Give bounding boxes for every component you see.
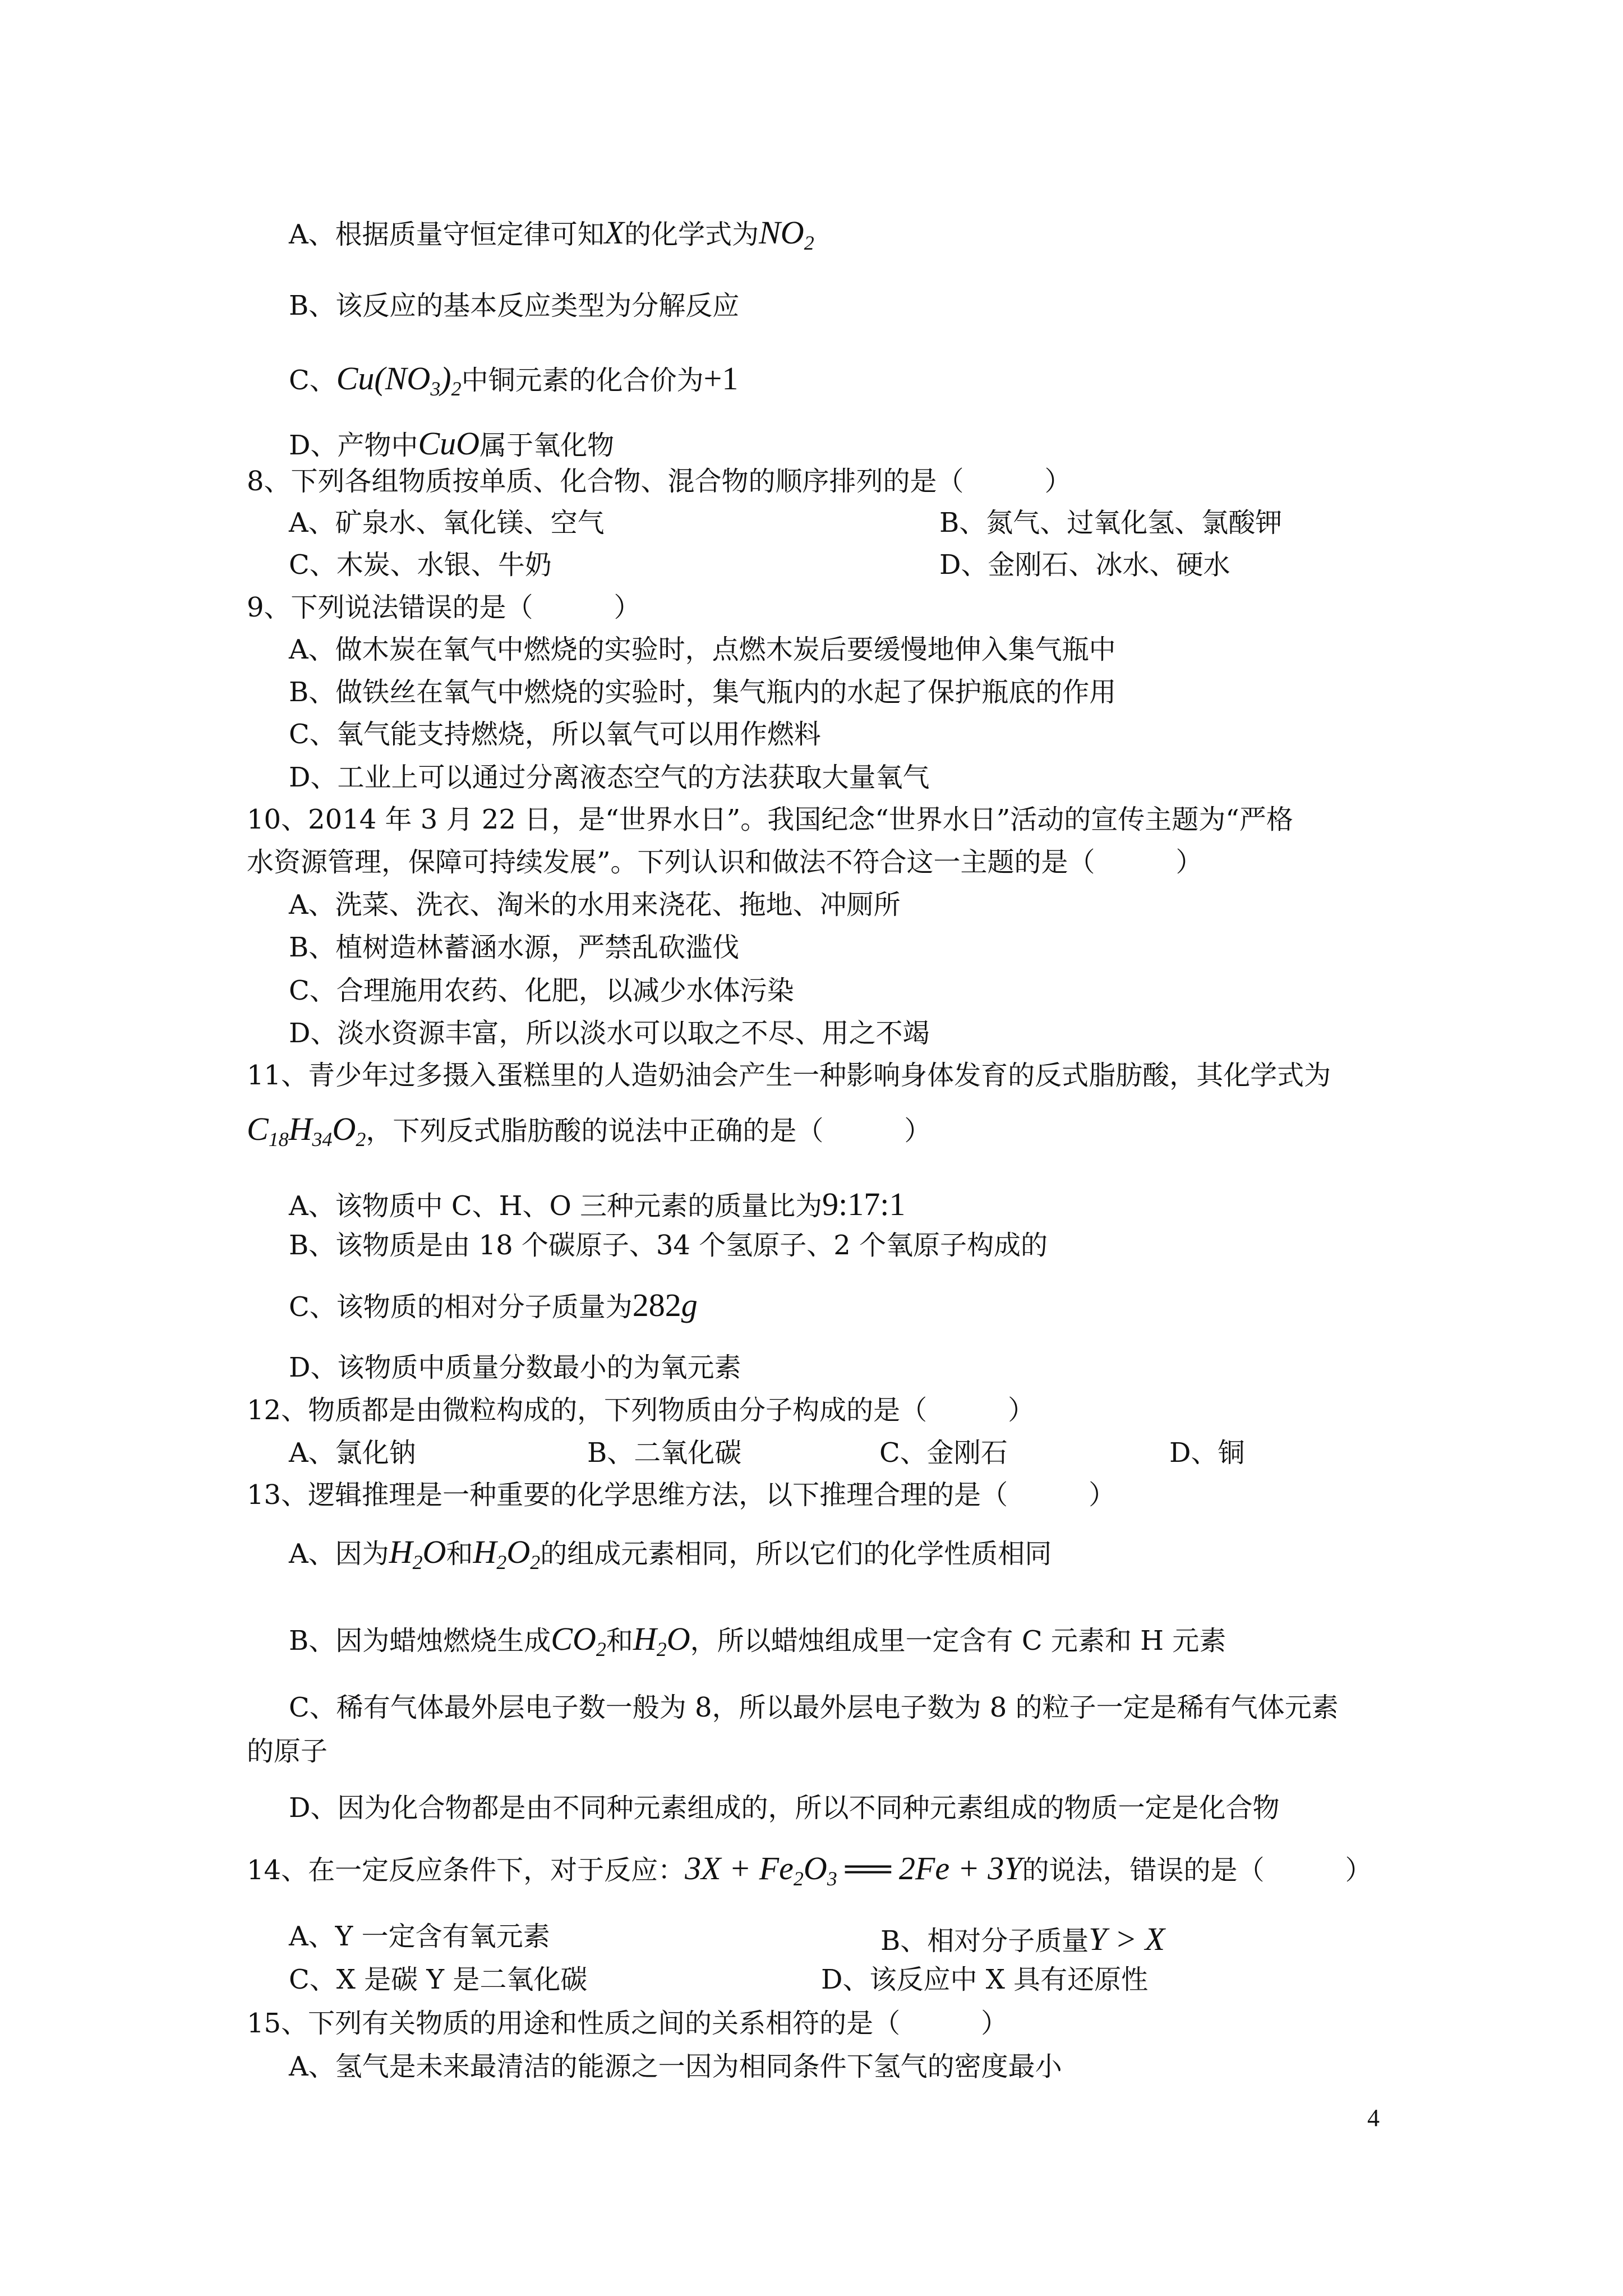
q9-option-b: B、做铁丝在氧气中燃烧的实验时，集气瓶内的水起了保护瓶底的作用 [289, 677, 1117, 708]
q13-stem: 13、逻辑推理是一种重要的化学思维方法，以下推理合理的是（ ） [247, 1479, 1116, 1511]
formula-h2o2: $H_2O_2$ [473, 1534, 541, 1573]
q9-option-d: D、工业上可以通过分离液态空气的方法获取大量氧气 [289, 762, 930, 793]
q7-option-b: B、该反应的基本反应类型为分解反应 [289, 290, 740, 321]
q13-option-b: B、因为蜡烛燃烧生成$CO_2$和$H_2O$，所以蜡烛组成里一定含有 C 元素和 H 元素 [289, 1621, 1227, 1660]
reaction-equation: $3X + Fe_2O_3$ ══ 2Fe + 3Y [685, 1850, 1022, 1890]
q14-option-b: B、相对分子质量Y > X [880, 1921, 1165, 1957]
q13-option-d: D、因为化合物都是由不同种元素组成的，所以不同种元素组成的物质一定是化合物 [289, 1792, 1280, 1824]
q11-option-c: C、该物质的相对分子质量为282g [289, 1287, 698, 1323]
formula-c18h34o2: $C_{18}H_{34}O_2$ [247, 1111, 366, 1151]
q12-stem: 12、物质都是由微粒构成的，下列物质由分子构成的是（ ） [247, 1395, 1035, 1426]
formula-x: X [604, 214, 625, 251]
q9-option-c: C、氧气能支持燃烧，所以氧气可以用作燃料 [289, 719, 821, 750]
q13-option-c-line2: 的原子 [247, 1736, 328, 1767]
q13-option-a: A、因为$H_2O$和$H_2O_2$的组成元素相同，所以它们的化学性质相同 [289, 1534, 1052, 1573]
q10-option-a: A、洗菜、洗衣、淘米的水用来浇花、拖地、冲厕所 [289, 889, 901, 921]
q8-stem: 8、下列各组物质按单质、化合物、混合物的顺序排列的是（ ） [247, 466, 1072, 497]
q14-option-d: D、该反应中 X 具有还原性 [821, 1964, 1149, 1995]
q12-option-d: D、铜 [1169, 1437, 1245, 1469]
formula-h2o-b: $H_2O$ [633, 1621, 690, 1660]
q12-option-b: B、二氧化碳 [587, 1437, 742, 1469]
q11-option-d: D、该物质中质量分数最小的为氧元素 [289, 1352, 741, 1383]
q7-option-a-mid: 的化学式为 [624, 219, 759, 250]
q8-option-d: D、金刚石、冰水、硬水 [939, 549, 1230, 581]
q11-option-b: B、该物质是由 18 个碳原子、34 个氢原子、2 个氧原子构成的 [289, 1230, 1048, 1261]
q11-stem-line1: 11、青少年过多摄入蛋糕里的人造奶油会产生一种影响身体发育的反式脂肪酸，其化学式为 [247, 1060, 1331, 1091]
formula-cu-no3-2: $Cu(NO_3)_2$ [336, 360, 462, 400]
q12-option-c: C、金刚石 [879, 1437, 1008, 1469]
q10-stem-line1: 10、2014 年 3 月 22 日，是“世界水日”。我国纪念“世界水日”活动的宣传主题为“严格 [247, 804, 1293, 835]
molar-mass-comparison: Y > X [1089, 1921, 1165, 1957]
q8-option-c: C、木炭、水银、牛奶 [289, 549, 552, 581]
q10-option-b: B、植树造林蓄涵水源，严禁乱砍滥伐 [289, 932, 740, 963]
q8-option-a: A、矿泉水、氧化镁、空气 [289, 507, 605, 539]
formula-cuo: CuO [418, 425, 480, 462]
q9-option-a: A、做木炭在氧气中燃烧的实验时，点燃木炭后要缓慢地伸入集气瓶中 [289, 634, 1116, 665]
q15-option-a: A、氢气是未来最清洁的能源之一因为相同条件下氢气的密度最小 [289, 2051, 1062, 2082]
q12-option-a: A、氯化钠 [289, 1437, 416, 1469]
q9-stem: 9、下列说法错误的是（ ） [247, 592, 641, 623]
page-number: 4 [1367, 2104, 1380, 2132]
q11-option-a: A、该物质中 C、H、O 三种元素的质量比为9:17:1 [289, 1186, 906, 1222]
q11-stem-line2: $C_{18}H_{34}O_2$，下列反式脂肪酸的说法中正确的是（ ） [247, 1111, 932, 1151]
mass-ratio: 9:17:1 [822, 1186, 906, 1222]
q7-option-a [289, 214, 814, 254]
q15-stem: 15、下列有关物质的用途和性质之间的关系相符的是（ ） [247, 2008, 1008, 2039]
q10-stem-line2: 水资源管理，保障可持续发展”。下列认识和做法不符合这一主题的是（ ） [247, 846, 1203, 878]
q7-option-d: D、产物中CuO属于氧化物 [289, 425, 615, 462]
q14-option-a: A、Y 一定含有氧元素 [289, 1921, 550, 1952]
q14-option-c: C、X 是碳 Y 是二氧化碳 [289, 1964, 588, 1995]
q7-option-a-text: A、根据质量守恒定律可知 [289, 219, 605, 250]
molar-mass-unit: g [681, 1287, 698, 1323]
q7-option-c: C、$Cu(NO_3)_2$中铜元素的化合价为+1 [289, 360, 739, 400]
q14-stem: 14、在一定反应条件下，对于反应：$3X + Fe_2O_3$ ══ 2Fe + 3Y的说法，错误的是（ ） [247, 1850, 1372, 1890]
formula-co2: $CO_2$ [551, 1621, 606, 1660]
molar-mass-number: 282 [632, 1287, 681, 1323]
q10-option-c: C、合理施用农药、化肥，以减少水体污染 [289, 975, 794, 1006]
formula-h2o: $H_2O$ [389, 1534, 446, 1573]
valence-value: +1 [703, 360, 739, 397]
q13-option-c-line1: C、稀有气体最外层电子数一般为 8，所以最外层电子数为 8 的粒子一定是稀有气体元素 [289, 1692, 1339, 1723]
q10-option-d: D、淡水资源丰富，所以淡水可以取之不尽、用之不竭 [289, 1018, 930, 1049]
q8-option-b: B、氮气、过氧化氢、氯酸钾 [939, 507, 1283, 539]
formula-no2: $NO_2$ [759, 214, 814, 254]
